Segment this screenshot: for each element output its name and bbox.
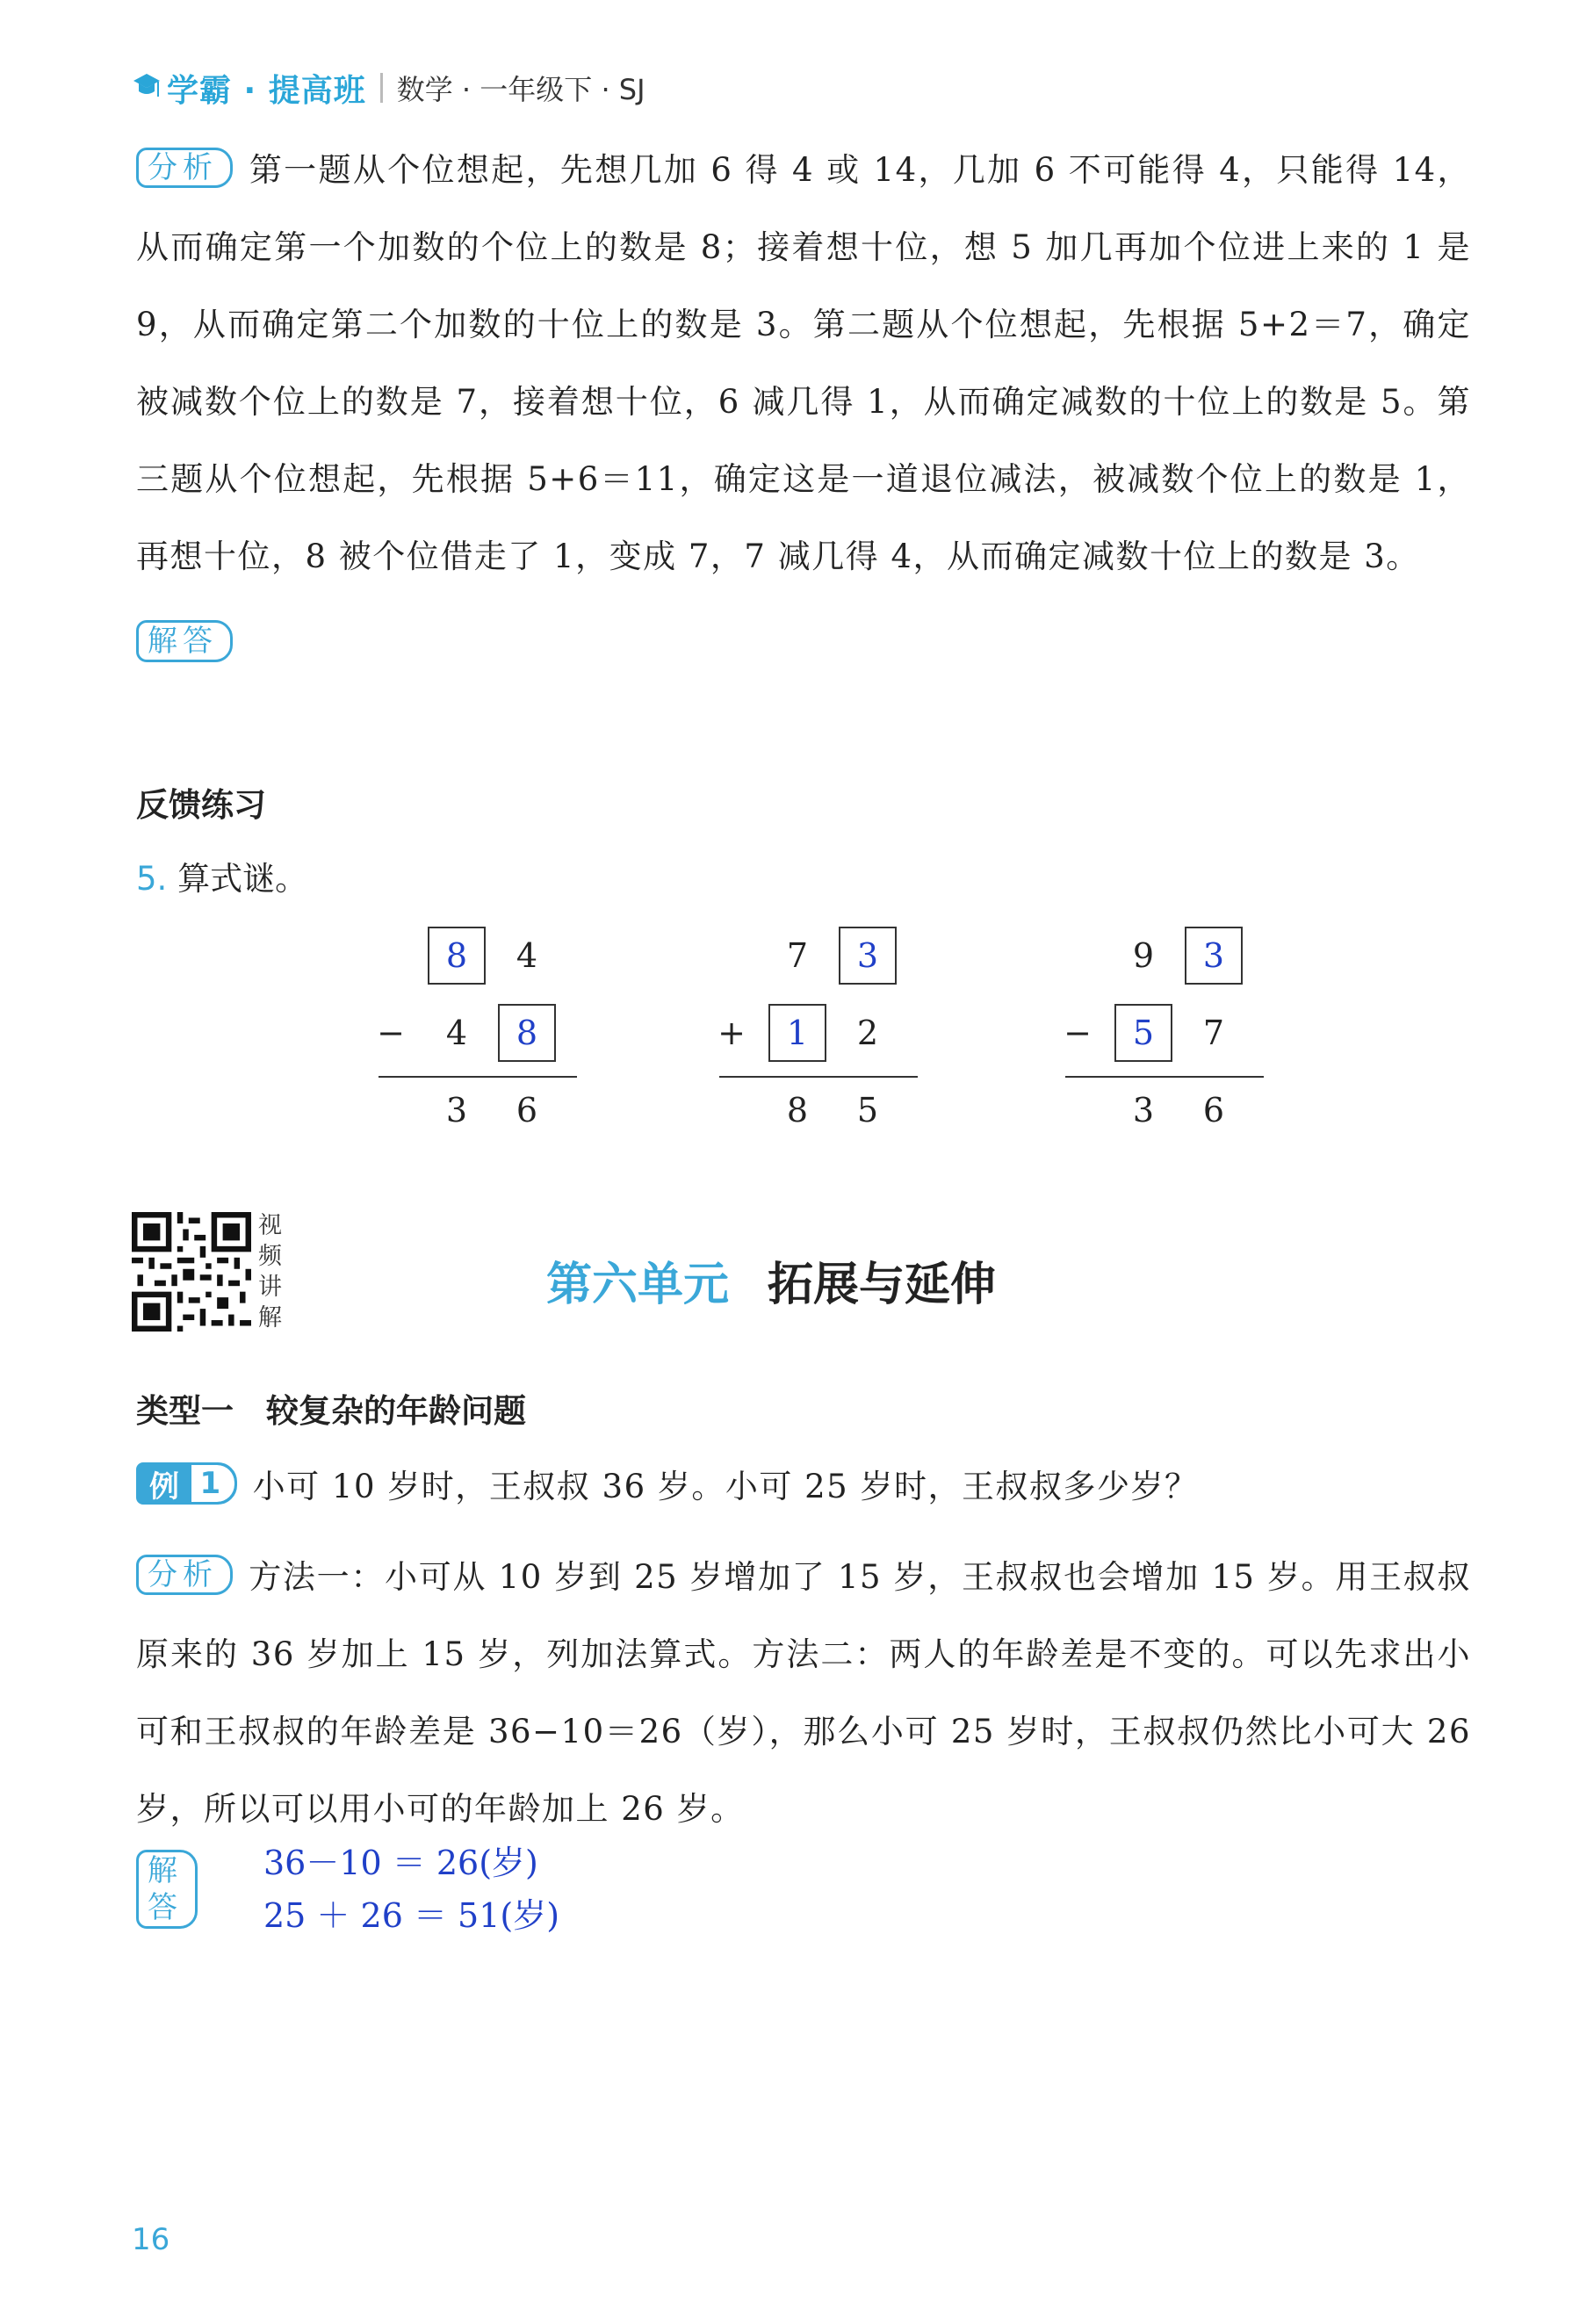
puzzle-answer-box: 8 [498, 1004, 556, 1062]
answer-tag: 解答 [136, 1850, 198, 1929]
unit-name: 拓展与延伸 [768, 1259, 997, 1311]
answer-line: 36－10 ＝ 26(岁) [263, 1844, 538, 1882]
question-text: 算式谜。 [177, 860, 308, 898]
puzzle-digit: 2 [856, 1014, 879, 1052]
example-question: 小可 10 岁时，王叔叔 36 岁。小可 25 岁时，王叔叔多少岁？ [252, 1468, 1199, 1505]
puzzle-digit: 8 [786, 1091, 809, 1130]
puzzle-answer-box: 1 [768, 1004, 826, 1062]
puzzle-digit: 3 [1132, 1091, 1155, 1130]
puzzle-digit: 9 [1132, 936, 1155, 975]
feedback-heading: 反馈练习 [136, 786, 266, 824]
analysis-paragraph-2 [136, 1539, 1471, 1848]
header-subtitle: 数学 · 一年级下 · SJ [396, 73, 645, 106]
arithmetic-puzzle-1 [373, 927, 584, 1155]
puzzle-digit: 6 [1202, 1091, 1225, 1130]
puzzle-answer-box: 8 [428, 927, 486, 985]
example-1 [136, 1460, 1198, 1507]
puzzle-digit: 4 [445, 1014, 468, 1052]
unit-title [546, 1247, 996, 1313]
page-header [132, 61, 645, 114]
puzzle-digit: 6 [516, 1091, 538, 1130]
puzzle-digit: 4 [516, 936, 538, 975]
plus-operator: + [717, 1014, 746, 1052]
analysis-tag: 分析 [136, 1555, 233, 1595]
analysis-text-2: 方法一：小可从 10 岁到 25 岁增加了 15 岁，王叔叔也会增加 15 岁。用王叔叔原来的 36 岁加上 15 岁，列加法算式。方法二：两人的年龄差是不变的。可以先求出小可和王叔叔的年龄差是 36−10＝26（岁），那么小可 25 岁时，王叔叔仍然比小可大 26 岁，所以可以用小可的年龄加上 26 岁。 [136, 1558, 1471, 1828]
puzzle-answer-box: 3 [839, 927, 897, 985]
brand-title: 学霸 · 提高班 [167, 72, 366, 109]
analysis-paragraph-1 [136, 132, 1471, 595]
puzzle-digit: 7 [1202, 1014, 1225, 1052]
minus-operator: − [377, 1014, 405, 1052]
answer-line: 25 ＋ 26 ＝ 51(岁) [263, 1896, 560, 1935]
sum-line [379, 1076, 577, 1078]
answer-tag: 解答 [136, 620, 233, 662]
analysis-text-1: 第一题从个位想起，先想几加 6 得 4 或 14，几加 6 不可能得 4，只能得 14，从而确定第一个加数的个位上的数是 8；接着想十位，想 5 加几再加个位进上来的 1 是 9，从而确定第二个加数的十位上的数是 3。第二题从个位想起，先根据 5+2＝7，确定被减数个位上的数是 7，接着想十位，6 减几得 1，从而确定减数的十位上的数是 5。第三题从个位想起，先根据 5+6＝11，确定这是一道退位减法，被减数个位上的数是 1，再想十位，8 被个位借走了 1，变成 7，7 减几得 4，从而确定减数十位上的数是 3。 [136, 151, 1471, 575]
question-number: 5. [136, 860, 168, 898]
answer-tag-block-1 [136, 620, 233, 662]
example-tag-number: 1 [191, 1465, 234, 1502]
minus-operator: − [1064, 1014, 1092, 1052]
puzzle-digit: 3 [445, 1091, 468, 1130]
example-tag [136, 1462, 237, 1505]
graduation-cap-icon [132, 70, 162, 105]
puzzle-answer-box: 5 [1114, 1004, 1172, 1062]
arithmetic-puzzle-2 [714, 927, 925, 1155]
header-divider [380, 73, 383, 103]
question-5 [136, 852, 307, 899]
sum-line [719, 1076, 918, 1078]
example-tag-word: 例 [149, 1469, 181, 1505]
type-heading: 类型一 较复杂的年龄问题 [136, 1392, 526, 1430]
arithmetic-puzzle-3 [1060, 927, 1271, 1155]
unit-number: 第六单元 [546, 1259, 730, 1311]
qr-label: 视频讲解 [258, 1212, 282, 1332]
qr-code-icon[interactable] [132, 1212, 251, 1332]
page-number: 16 [132, 2222, 170, 2257]
puzzle-digit: 5 [856, 1091, 879, 1130]
puzzle-answer-box: 3 [1185, 927, 1243, 985]
analysis-tag: 分析 [136, 148, 233, 188]
puzzle-digit: 7 [786, 936, 809, 975]
sum-line [1065, 1076, 1264, 1078]
